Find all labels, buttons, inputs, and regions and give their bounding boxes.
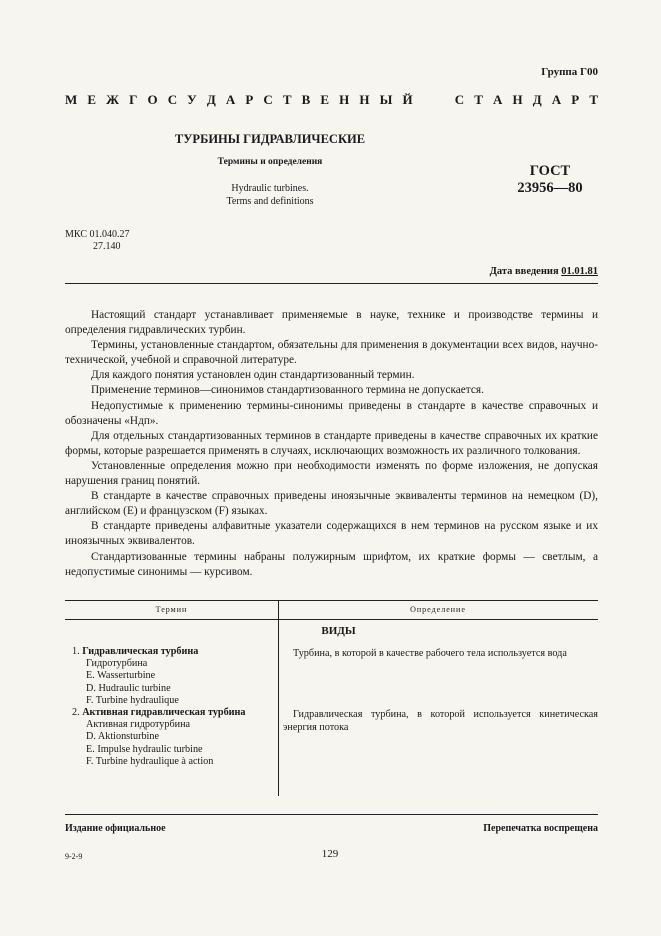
term-number: 1. <box>72 646 80 657</box>
footer-divider <box>65 814 598 815</box>
heading-letter: У <box>187 92 197 107</box>
document-title: ТУРБИНЫ ГИДРАВЛИЧЕСКИЕ <box>174 132 366 146</box>
document-subtitle: Термины и определения <box>217 157 323 167</box>
introduction-date-value: 01.01.81 <box>561 266 598 277</box>
paragraph: Для каждого понятия установлен один стандартизованный термин. <box>91 369 415 382</box>
column-header-term: Термин <box>155 605 188 614</box>
gost-designation <box>490 163 610 197</box>
heading-letter: С <box>454 92 465 107</box>
heading-letter: В <box>301 92 311 107</box>
paragraph: Настоящий стандарт устанавливает применяемые в науке, технике и производстве термины и определения гидравлических турбин. <box>65 309 598 337</box>
heading-letter: Т <box>589 92 598 107</box>
term-entry-1 <box>72 646 246 658</box>
paragraph: Недопустимые к применению термины-синонимы приведены в стандарте в качестве справочных и обозначены «Ндп». <box>65 399 598 427</box>
paragraph: Применение терминов—синонимов стандартизованного термина не допускается. <box>91 384 484 397</box>
term-name: Гидравлическая турбина <box>82 646 199 657</box>
heading-letter: А <box>551 92 562 107</box>
paragraph: Для отдельных стандартизованных терминов в стандарте приведены в качестве справочных их краткие формы, которые разрешается применять в случаях, исключающих возможность их различного толкования. <box>65 429 598 457</box>
heading-letter: Н <box>512 92 523 107</box>
term-equivalent: F. Turbine hydraulique à action <box>86 755 214 767</box>
mks-codes <box>65 229 129 253</box>
term-equivalent: D. Aktionsturbine <box>86 731 160 743</box>
mks-line-2: 27.140 <box>93 241 121 252</box>
interstate-standard-heading <box>65 92 598 108</box>
definition-text: Гидравлическая турбина, в которой используется кинетическая энергия потока <box>283 709 598 733</box>
gost-label: ГОСТ <box>529 163 571 179</box>
group-code: Группа Г00 <box>541 66 598 78</box>
reprint-notice: Перепечатка воспрещена <box>483 823 598 834</box>
official-edition: Издание официальное <box>65 823 166 834</box>
heading-letter: Г <box>129 92 138 107</box>
heading-letter: С <box>167 92 178 107</box>
term-short-form: Гидротурбина <box>86 658 148 670</box>
heading-letter: Ы <box>379 92 393 107</box>
heading-letter: Д <box>532 92 542 107</box>
paragraph: В стандарте приведены алфавитные указатели содержащихся в нем терминов на русском языке и их иноязычных эквивалентов. <box>65 520 598 548</box>
table-header-divider <box>278 600 279 618</box>
heading-letter: Т <box>474 92 483 107</box>
heading-letter: О <box>147 92 158 107</box>
header-divider <box>65 283 598 284</box>
heading-letter: Е <box>320 92 330 107</box>
heading-letter: Р <box>245 92 254 107</box>
term-equivalent: E. Wasserturbine <box>86 670 156 682</box>
term-name: Активная гидравлическая турбина <box>82 707 246 719</box>
term-equivalent: F. Turbine hydraulique <box>86 694 179 706</box>
heading-letter: Н <box>359 92 370 107</box>
heading-letter: А <box>225 92 236 107</box>
paragraph: В стандарте в качестве справочных приведены иноязычные эквиваленты терминов на немецком (D), английском (E) и французском (F) языках. <box>65 490 598 518</box>
gost-number: 23956—80 <box>517 180 583 196</box>
definition-2 <box>283 708 598 734</box>
print-code: 9-2-9 <box>65 852 83 861</box>
english-title-line-1: Hydraulic turbines. <box>231 183 309 194</box>
paragraph: Установленные определения можно при необходимости изменять по форме изложения, не допуская нарушения границ понятий. <box>65 459 598 488</box>
heading-letter: Й <box>402 92 413 107</box>
heading-letter: Ж <box>106 92 119 107</box>
introduction-date-label: Дата введения <box>489 266 562 277</box>
term-short-form: Активная гидротурбина <box>86 719 191 731</box>
section-heading: ВИДЫ <box>321 625 356 637</box>
heading-gap <box>423 92 445 108</box>
english-title <box>160 182 380 208</box>
term-equivalent: E. Impulse hydraulic turbine <box>86 743 203 755</box>
heading-letter: Р <box>571 92 580 107</box>
introduction-text <box>65 308 598 580</box>
heading-letter: Е <box>87 92 97 107</box>
paragraph: Термины, установленные стандартом, обязательны для применения в документации всех видов, научно-технической, учебной и справочной литературе. <box>65 339 598 367</box>
paragraph: Стандартизованные термины набраны полужирным шрифтом, их краткие формы — светлым, а недопустимые синонимы — курсивом. <box>65 550 598 578</box>
term-number: 2. <box>72 707 80 719</box>
table-header <box>65 600 598 620</box>
page-number: 129 <box>321 848 339 860</box>
term-entry-2 <box>72 707 246 719</box>
term-list <box>72 646 246 768</box>
heading-letter: Д <box>206 92 216 107</box>
heading-letter: М <box>65 92 78 107</box>
term-equivalent: D. Hudraulic turbine <box>86 682 171 694</box>
heading-letter: Т <box>282 92 292 107</box>
heading-letter: С <box>263 92 273 107</box>
mks-line-1: МКС 01.040.27 <box>65 229 130 240</box>
heading-letter: Н <box>339 92 350 107</box>
introduction-date <box>490 266 598 277</box>
column-header-definition: Определение <box>410 605 466 614</box>
english-title-line-2: Terms and definitions <box>226 196 314 207</box>
definition-text: Турбина, в которой в качестве рабочего тела используется вода <box>293 648 567 659</box>
definition-1 <box>283 647 598 660</box>
heading-letter: А <box>493 92 503 107</box>
